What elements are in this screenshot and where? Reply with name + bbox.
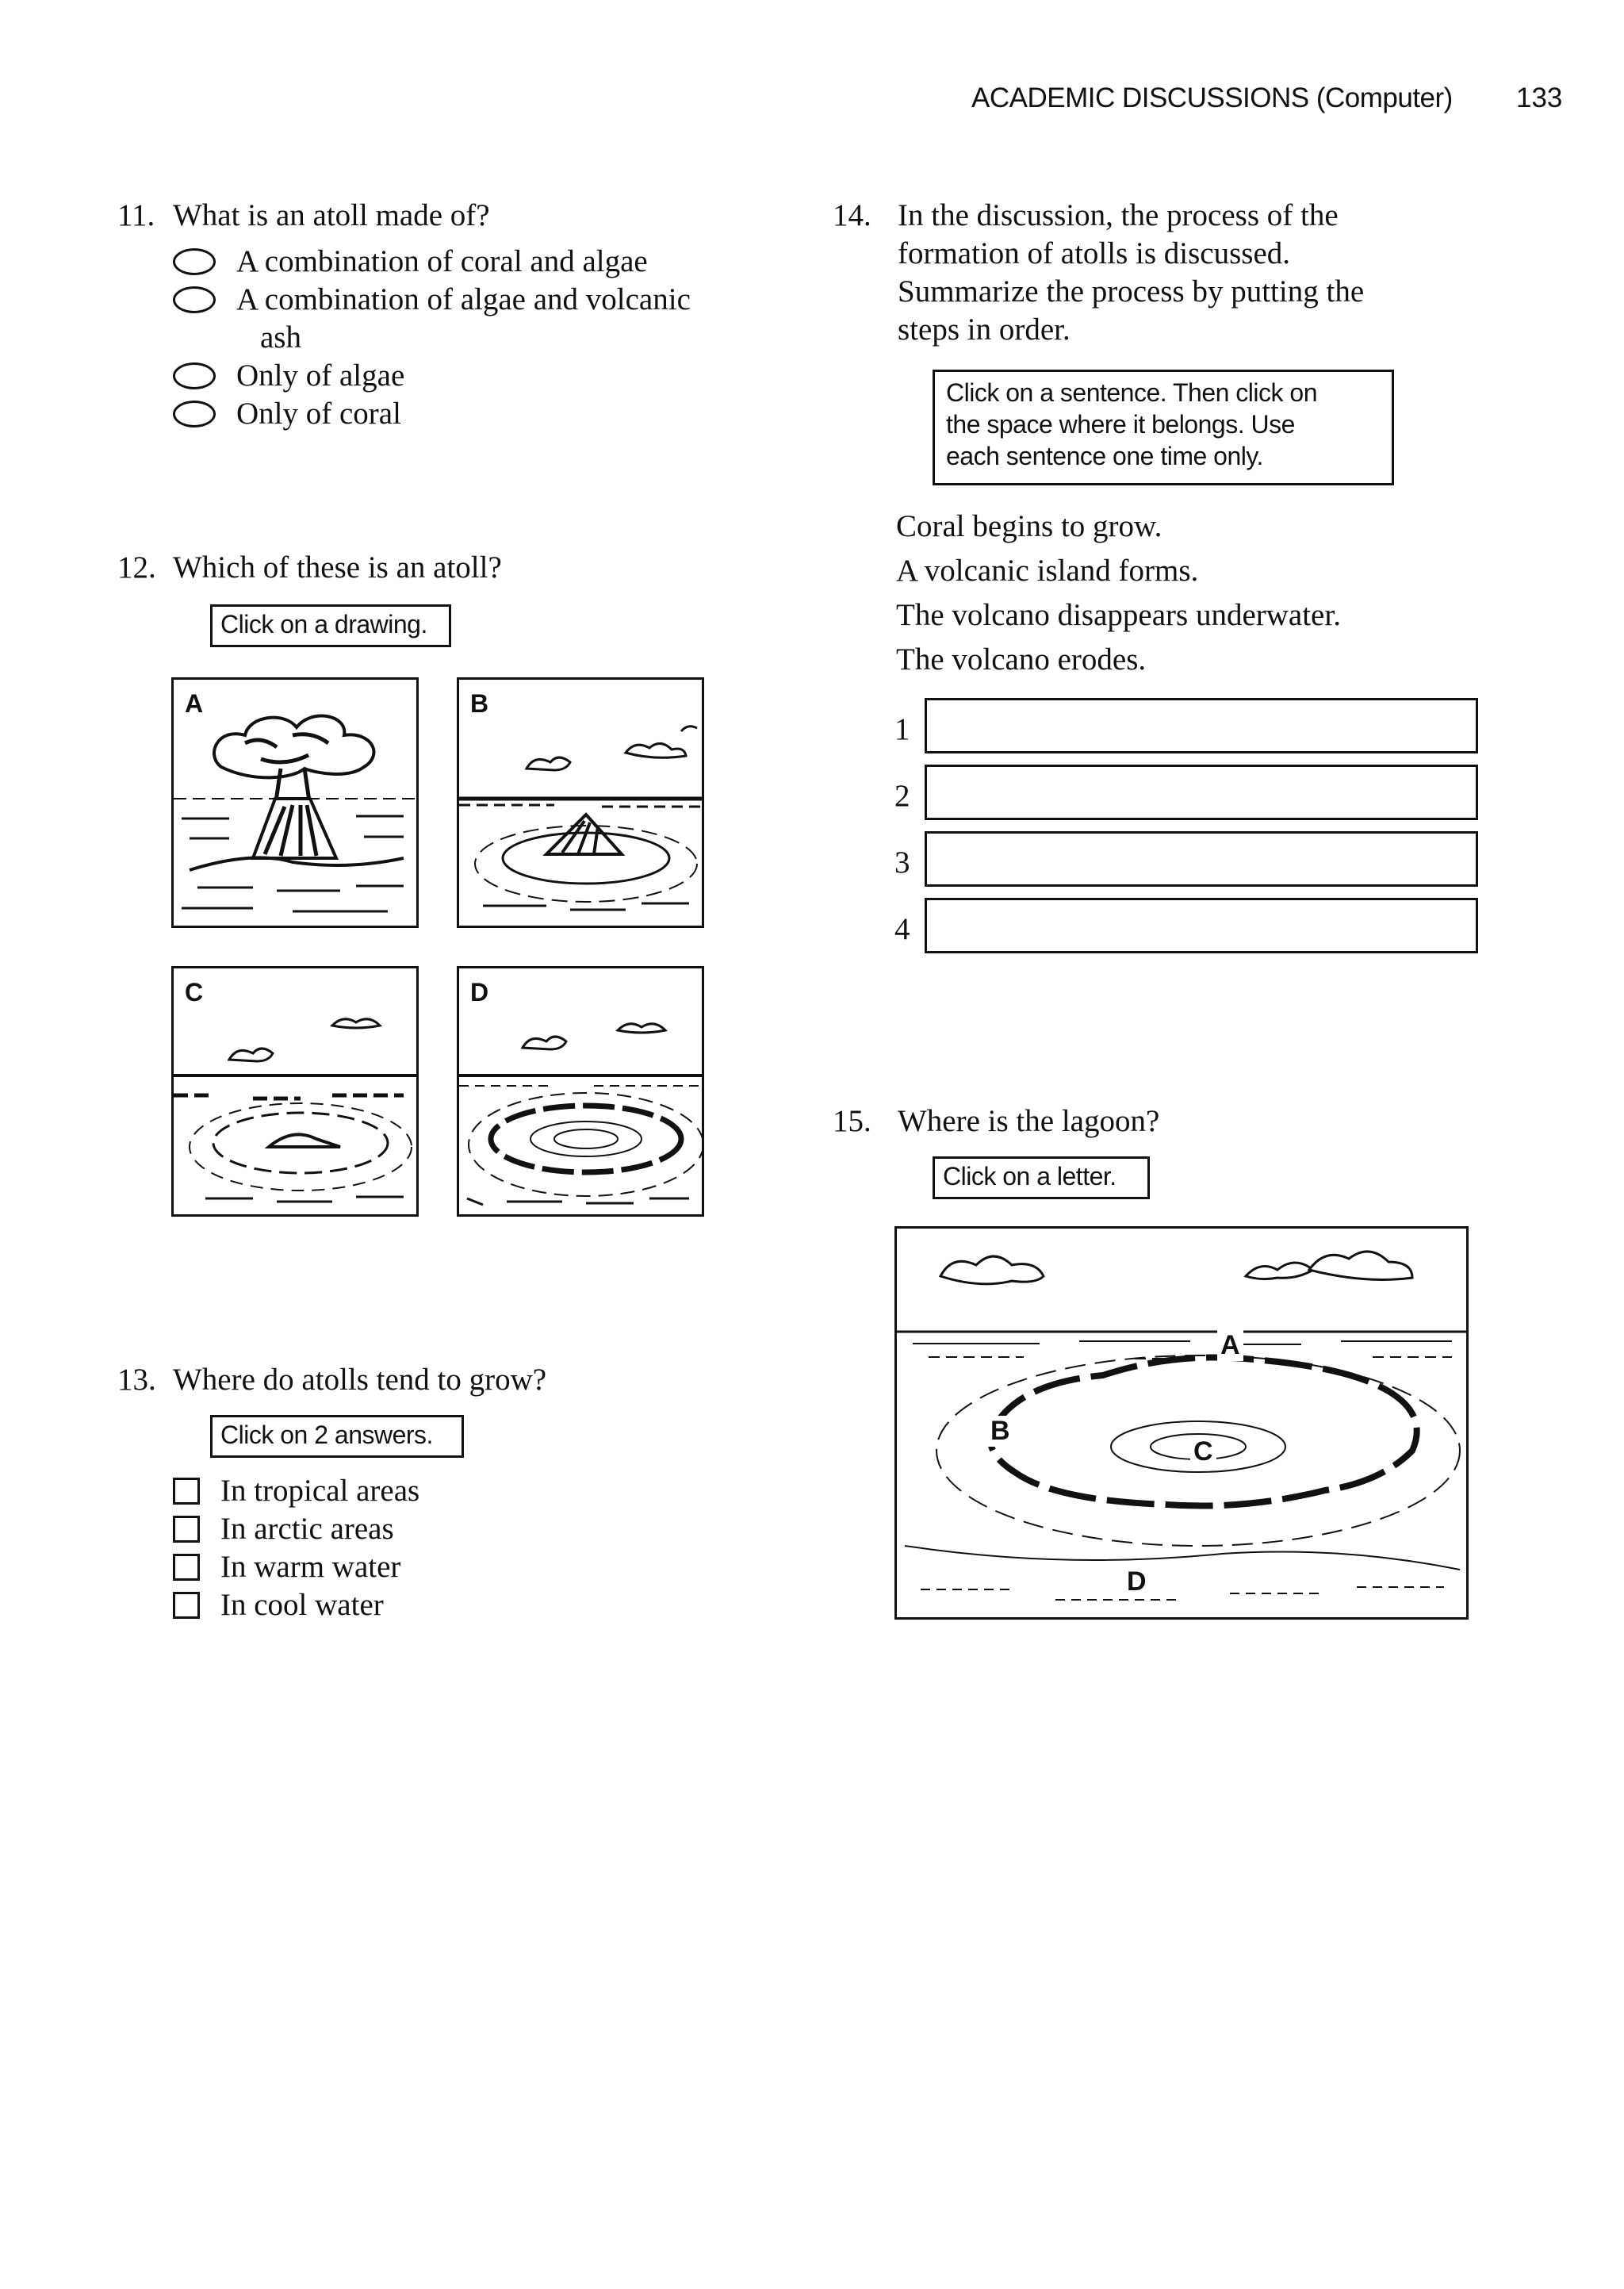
lagoon-label-d[interactable]: D — [1124, 1566, 1150, 1597]
question-prompt: What is an atoll made of? — [173, 198, 490, 232]
volcanic-island-illustration — [459, 680, 702, 926]
checkbox[interactable] — [173, 1478, 200, 1505]
slot-number: 2 — [894, 779, 910, 813]
question-prompt: Where do atolls tend to grow? — [173, 1363, 547, 1397]
drawing-label: C — [185, 978, 204, 1006]
atoll-ring-illustration — [459, 968, 702, 1214]
lagoon-label-a[interactable]: A — [1217, 1330, 1243, 1361]
answer-slot-3[interactable] — [925, 831, 1478, 887]
drawing-label: A — [185, 689, 204, 718]
q11-options — [173, 243, 776, 433]
slot-number: 1 — [894, 712, 910, 746]
question-number: 12. — [117, 550, 156, 585]
answer-slot-1[interactable] — [925, 698, 1478, 753]
question-prompt: In the discussion, the process of the formation of atolls is discussed. Summarize the process by putting the steps in order. — [898, 198, 1365, 347]
q14-sentence-list — [896, 504, 1546, 682]
answer-slot-2[interactable] — [925, 765, 1478, 820]
checkbox[interactable] — [173, 1592, 200, 1619]
question-number: 15. — [833, 1104, 871, 1138]
lagoon-label-b[interactable]: B — [987, 1416, 1013, 1447]
lagoon-label-c[interactable]: C — [1190, 1436, 1216, 1467]
q11-option-2-continued: ash — [260, 320, 301, 355]
q13-options — [173, 1472, 728, 1624]
q15-instruction: Click on a letter. — [933, 1156, 1150, 1199]
q11-option-1[interactable]: A combination of coral and algae — [173, 243, 776, 281]
q14-instruction: Click on a sentence. Then click on the space where it belongs. Use each sentence one time only. — [933, 370, 1394, 485]
q13-instruction: Click on 2 answers. — [210, 1415, 464, 1458]
atoll-lagoon-illustration — [897, 1229, 1466, 1617]
q12-instruction: Click on a drawing. — [210, 604, 451, 647]
sentence-item[interactable]: Coral begins to grow. — [896, 509, 1162, 543]
eroded-island-illustration — [174, 968, 416, 1214]
question-number: 13. — [117, 1363, 156, 1397]
drawing-label: D — [470, 978, 489, 1006]
radio-button[interactable] — [173, 401, 216, 428]
erupting-volcano-illustration — [174, 680, 416, 926]
q13-option-3[interactable]: In warm water — [173, 1548, 728, 1586]
sentence-item[interactable]: The volcano erodes. — [896, 642, 1147, 677]
question-number: 11. — [117, 198, 155, 232]
page-number: 133 — [1516, 82, 1563, 113]
drawing-a[interactable] — [171, 677, 419, 928]
q13-option-2[interactable]: In arctic areas — [173, 1510, 728, 1548]
running-header: ACADEMIC DISCUSSIONS (Computer) — [971, 82, 1453, 113]
radio-button[interactable] — [173, 286, 216, 313]
drawing-b[interactable] — [457, 677, 704, 928]
checkbox[interactable] — [173, 1554, 200, 1581]
answer-slot-4[interactable] — [925, 898, 1478, 953]
drawing-label: B — [470, 689, 489, 718]
lagoon-diagram — [894, 1226, 1469, 1620]
drawing-d[interactable] — [457, 966, 704, 1217]
radio-button[interactable] — [173, 248, 216, 275]
q11-option-4[interactable]: Only of coral — [173, 395, 776, 433]
radio-button[interactable] — [173, 362, 216, 389]
q13-option-4[interactable]: In cool water — [173, 1586, 728, 1624]
q11-option-3[interactable]: Only of algae — [173, 357, 776, 395]
slot-number: 4 — [894, 912, 910, 946]
sentence-item[interactable]: A volcanic island forms. — [896, 554, 1199, 588]
slot-number: 3 — [894, 845, 910, 880]
question-prompt: Where is the lagoon? — [898, 1104, 1160, 1138]
question-number: 14. — [833, 198, 871, 232]
q11-option-2[interactable]: A combination of algae and volcanic — [173, 281, 776, 319]
sentence-item[interactable]: The volcano disappears underwater. — [896, 598, 1341, 632]
checkbox[interactable] — [173, 1516, 200, 1543]
drawing-c[interactable] — [171, 966, 419, 1217]
question-prompt: Which of these is an atoll? — [173, 550, 502, 585]
q13-option-1[interactable]: In tropical areas — [173, 1472, 728, 1510]
